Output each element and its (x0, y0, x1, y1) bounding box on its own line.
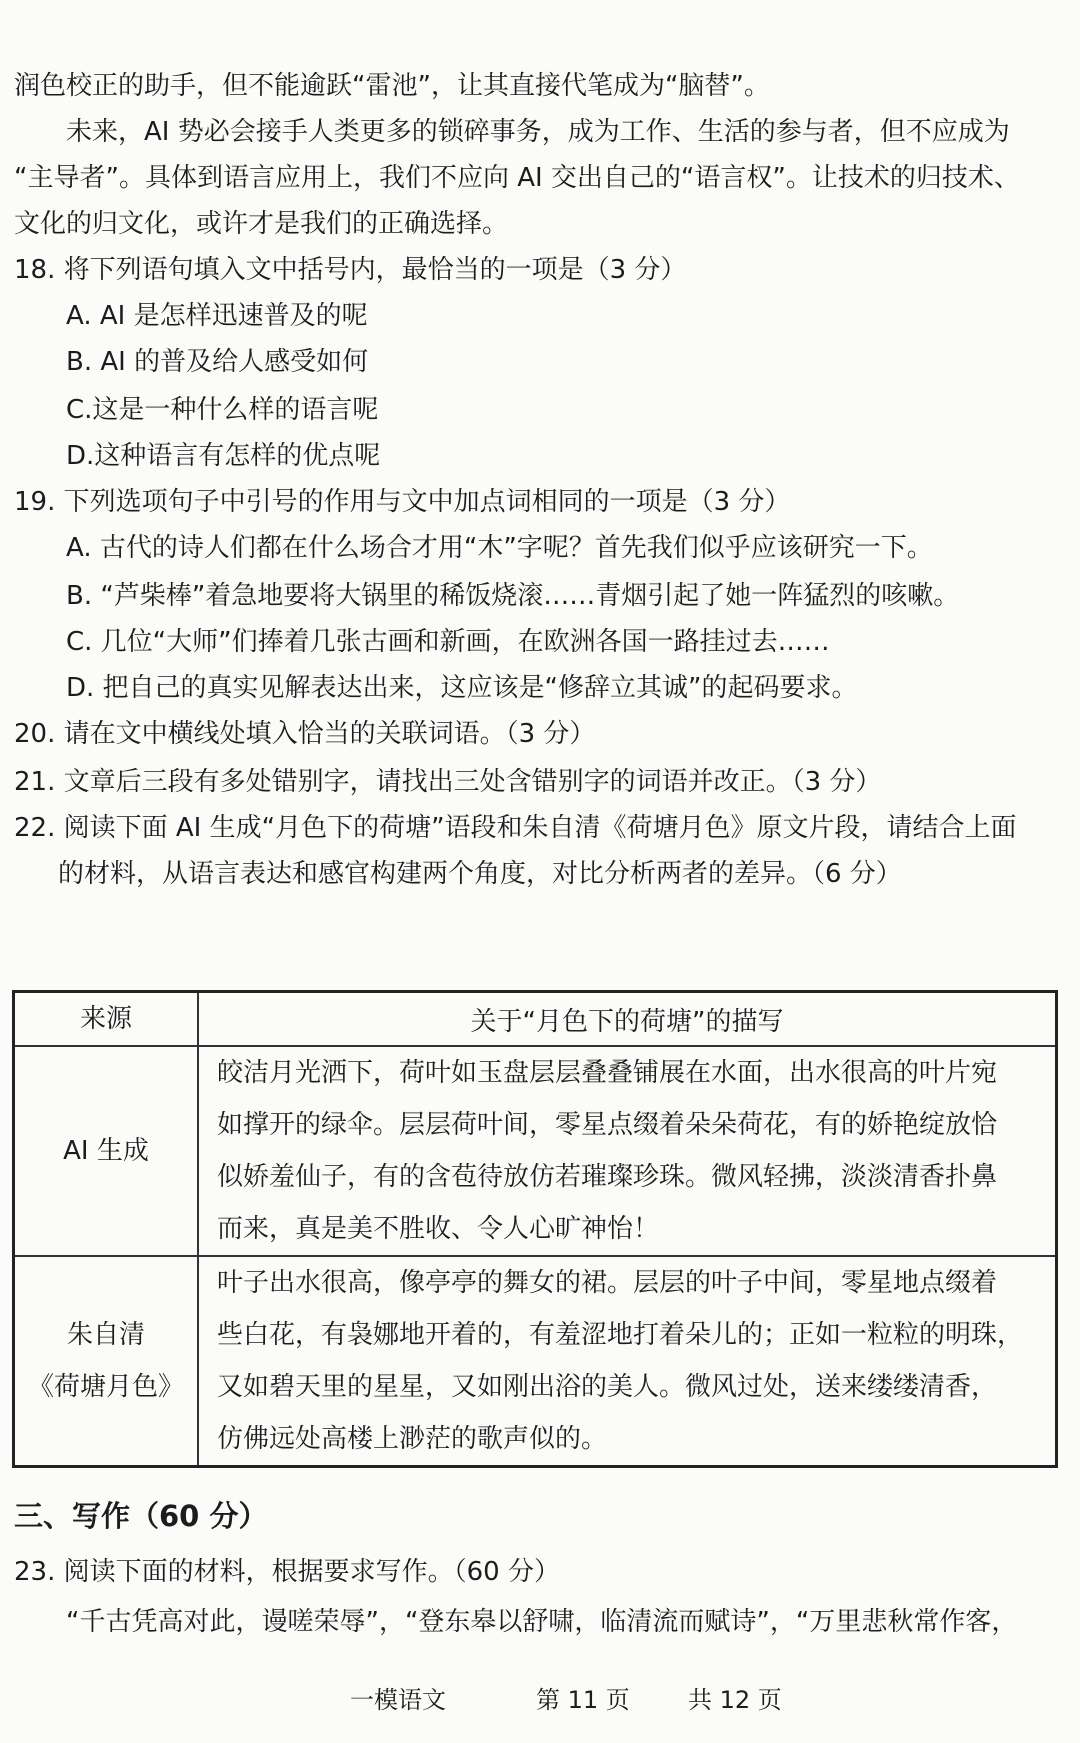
comparison-table (12, 990, 1058, 1468)
footer-total-pages: 共 12 页 (688, 1686, 782, 1714)
header-source: 来源 (14, 992, 199, 1047)
footer-page-number: 第 11 页 (536, 1686, 630, 1714)
section-title: 三、写作（60 分） (14, 1499, 268, 1533)
description-line: 仿佛远处高楼上渺茫的歌声似的。 (217, 1424, 608, 1454)
passage-line: 润色校正的助手，但不能逾跃“雷池”，让其直接代笔成为“脑替”。 (14, 71, 770, 101)
q19-option-b: B. “芦柴棒”着急地要将大锅里的稀饭烧滚……青烟引起了她一阵猛烈的咳嗽。 (66, 581, 960, 611)
q19-option-c: C. 几位“大师”们捧着几张古画和新画，在欧洲各国一路挂过去…… (66, 627, 830, 657)
header-description: 关于“月色下的荷塘”的描写 (198, 992, 1057, 1047)
q18-option-c: C.这是一种什么样的语言呢 (66, 395, 379, 425)
question-18-stem: 18. 将下列语句填入文中括号内，最恰当的一项是（3 分） (14, 255, 687, 285)
passage-line: 文化的归文化，或许才是我们的正确选择。 (14, 209, 509, 239)
q19-option-a: A. 古代的诗人们都在什么场合才用“木”字呢？首先我们似乎应该研究一下。 (66, 533, 933, 563)
question-19-stem: 19. 下列选项句子中引号的作用与文中加点词相同的一项是（3 分） (14, 487, 791, 517)
description-line: 叶子出水很高，像亭亭的舞女的裙。层层的叶子中间，零星地点缀着 (217, 1268, 998, 1298)
description-line: 如撑开的绿伞。层层荷叶间，零星点缀着朵朵荷花，有的娇艳绽放恰 (217, 1110, 998, 1140)
question-20: 20. 请在文中横线处填入恰当的关联词语。（3 分） (14, 719, 596, 749)
table-row (14, 1046, 1057, 1256)
passage-line: 未来，AI 势必会接手人类更多的锁碎事务，成为工作、生活的参与者，但不应成为 (66, 117, 1010, 147)
description-line: 皎洁月光洒下，荷叶如玉盘层层叠叠铺展在水面，出水很高的叶片宛 (217, 1058, 998, 1088)
source-author: 朱自清 (66, 1320, 145, 1350)
question-22-line1: 22. 阅读下面 AI 生成“月色下的荷塘”语段和朱自清《荷塘月色》原文片段，请结合上面 (14, 813, 1017, 843)
source-cell (14, 1046, 199, 1256)
description-cell (198, 1046, 1057, 1256)
description-line: 些白花，有袅娜地开着的，有羞涩地打着朵儿的；正如一粒粒的明珠， (217, 1320, 1024, 1350)
q18-option-a: A. AI 是怎样迅速普及的呢 (66, 301, 368, 331)
table-row (14, 1256, 1057, 1467)
description-line: 而来，真是美不胜收、令人心旷神怡！ (217, 1214, 660, 1244)
description-line: 又如碧天里的星星，又如刚出浴的美人。微风过处，送来缕缕清香， (217, 1372, 998, 1402)
q19-option-d: D. 把自己的真实见解表达出来，这应该是“修辞立其诚”的起码要求。 (66, 673, 858, 703)
passage-line: “主导者”。具体到语言应用上，我们不应向 AI 交出自己的“语言权”。让技术的归技术、 (14, 163, 1020, 193)
table-header-row (14, 992, 1057, 1047)
description-line: 似娇羞仙子，有的含苞待放仿若璀璨珍珠。微风轻拂，淡淡清香扑鼻 (217, 1162, 998, 1192)
question-21: 21. 文章后三段有多处错别字，请找出三处含错别字的词语并改正。（3 分） (14, 767, 882, 797)
description-cell (198, 1256, 1057, 1467)
writing-material: “千古凭高对此，谩嗟荣辱”，“登东皋以舒啸，临清流而赋诗”，“万里悲秋常作客， (66, 1607, 1018, 1637)
source-cell (14, 1256, 199, 1467)
q18-option-d: D.这种语言有怎样的优点呢 (66, 441, 381, 471)
source-name: AI 生成 (63, 1136, 149, 1166)
question-23-stem: 23. 阅读下面的材料，根据要求写作。（60 分） (14, 1557, 560, 1587)
question-22-line2: 的材料，从语言表达和感官构建两个角度，对比分析两者的差异。（6 分） (58, 859, 902, 889)
source-title: 《荷塘月色》 (27, 1372, 184, 1402)
q18-option-b: B. AI 的普及给人感受如何 (66, 347, 369, 377)
footer-subject: 一模语文 (350, 1686, 446, 1714)
